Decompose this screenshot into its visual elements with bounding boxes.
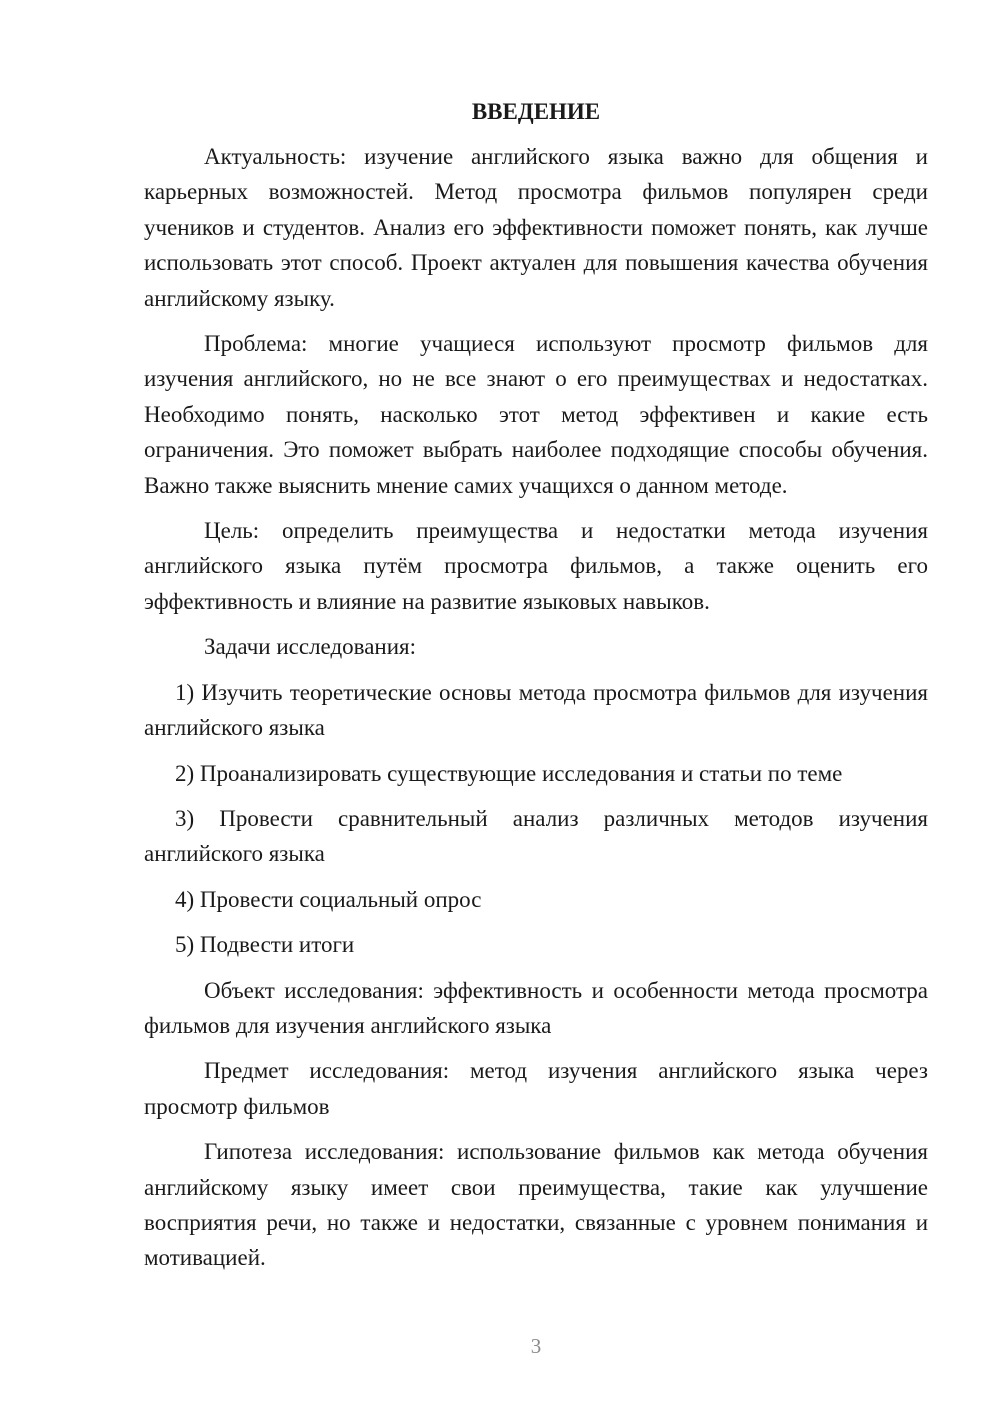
page-title: ВВЕДЕНИЕ bbox=[471, 99, 601, 124]
tasks-heading: Задачи исследования: bbox=[204, 634, 417, 660]
task-item-4: 4) Провести социальный опрос bbox=[175, 886, 482, 912]
page-content bbox=[144, 94, 928, 1286]
problem-paragraph: Проблема: многие учащиеся используют просмотр фильмов для изучения английского, но не все знают о его преимуществах и недостатках. Необходимо понять, насколько этот метод эффективен и какие есть ограничения. Это поможет выбрать наиболее подходящие способы обучения. Важно также выяснить мнение самих учащихся о данном методе. bbox=[144, 331, 928, 498]
subject-paragraph: Предмет исследования: метод изучения английского языка через просмотр фильмов bbox=[144, 1058, 928, 1119]
object-paragraph: Объект исследования: эффективность и особенности метода просмотра фильмов для изучения английского языка bbox=[144, 977, 928, 1038]
page-number: 3 bbox=[530, 1334, 542, 1358]
goal-paragraph: Цель: определить преимущества и недостатки метода изучения английского языка путём просмотра фильмов, а также оценить его эффективность и влияние на развитие языковых навыков. bbox=[144, 518, 928, 614]
relevance-paragraph: Актуальность: изучение английского языка важно для общения и карьерных возможностей. Метод просмотра фильмов популярен среди учеников и студентов. Анализ его эффективности поможет понять, как лучше использовать этот способ. Проект актуален для повышения качества обучения английскому языку. bbox=[144, 144, 928, 311]
task-item-5: 5) Подвести итоги bbox=[175, 932, 355, 958]
hypothesis-paragraph: Гипотеза исследования: использование фильмов как метода обучения английскому языку имеет свои преимущества, такие как улучшение восприятия речи, но также и недостатки, связанные с уровнем понимания и мотивацией. bbox=[144, 1139, 928, 1271]
task-item-2: 2) Проанализировать существующие исследования и статьи по теме bbox=[175, 760, 843, 786]
task-item-3: 3) Провести сравнительный анализ различных методов изучения английского языка bbox=[144, 805, 928, 867]
task-item-1: 1) Изучить теоретические основы метода просмотра фильмов для изучения английского языка bbox=[144, 679, 928, 741]
